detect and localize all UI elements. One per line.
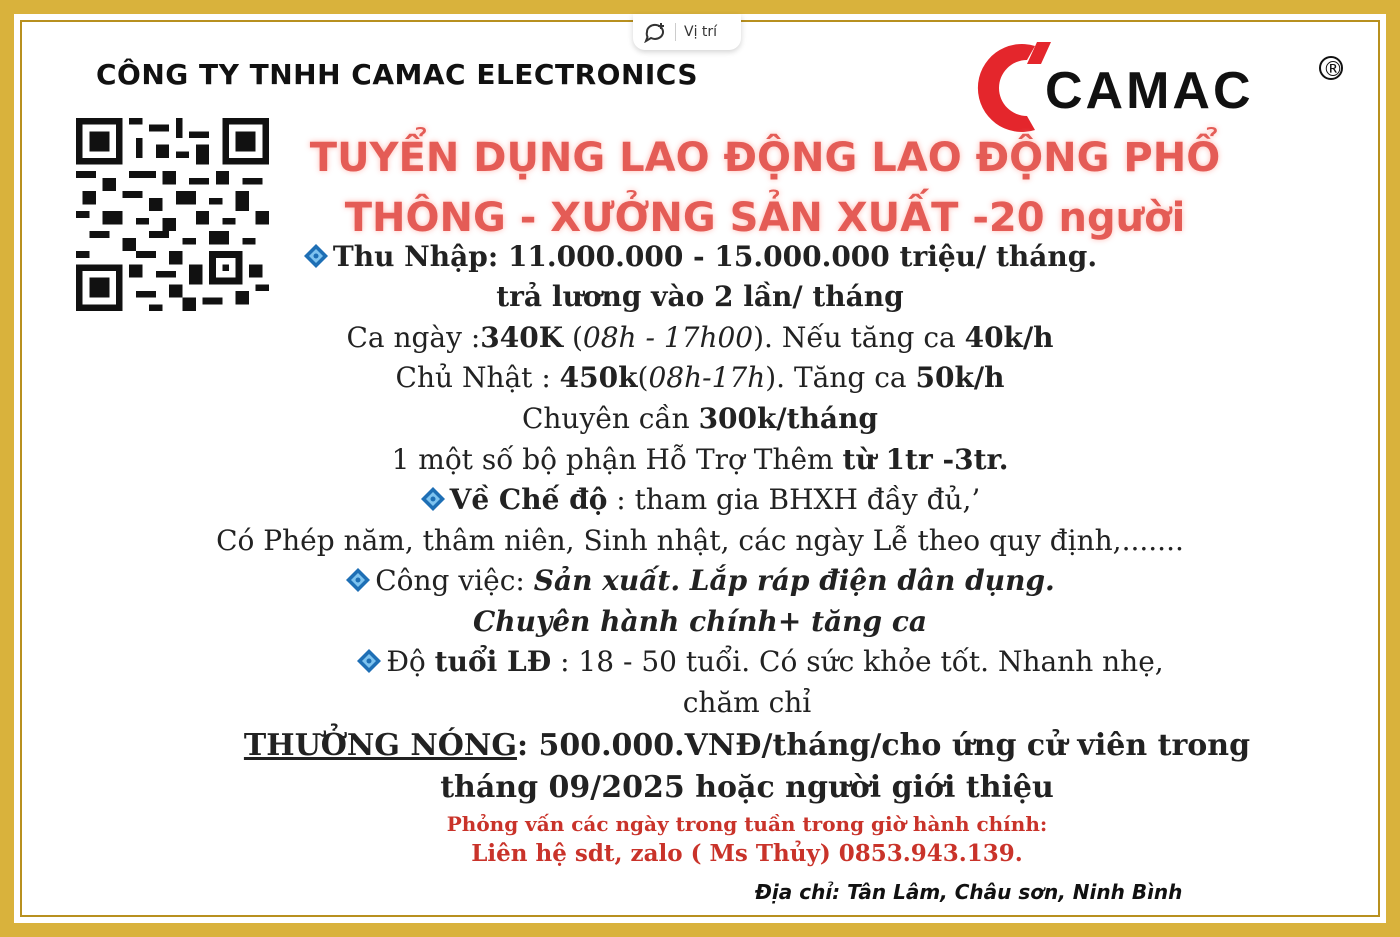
camac-logo <box>965 38 1350 138</box>
day-shift-c: ( <box>563 321 583 354</box>
diligence-label: Chuyên cần <box>521 402 699 435</box>
refresh-comment-icon[interactable] <box>643 21 667 43</box>
sunday-e: ). Tăng ca <box>765 361 916 394</box>
support-label: 1 một số bộ phận Hỗ Trợ Thêm <box>391 443 843 476</box>
interview-note: Phỏng vấn các ngày trong tuần trong giờ hành chính: <box>446 812 1048 836</box>
diamond-bullet-icon <box>303 243 329 269</box>
benefits-label: Về Chế độ <box>449 483 608 516</box>
income-value: : 11.000.000 - 15.000.000 triệu/ tháng. <box>487 240 1098 273</box>
job-label: Công việc: <box>375 564 534 597</box>
job-line <box>0 564 1400 597</box>
sunday-line <box>0 361 1400 394</box>
job-hours: Chuyên hành chính+ tăng ca <box>472 605 928 638</box>
bonus-line <box>0 728 1400 763</box>
bonus-value: : 500.000.VNĐ/tháng/cho ứng cử viên trong <box>516 728 1251 763</box>
sunday-c: ( <box>637 361 649 394</box>
location-button[interactable]: Vị trí <box>684 24 718 40</box>
title-line-2: THÔNG - XƯỞNG SẢN XUẤT -20 người <box>344 195 1186 241</box>
job-title <box>290 128 1240 248</box>
support-value: từ 1tr -3tr. <box>842 443 1009 476</box>
contact-info: Liên hệ sdt, zalo ( Ms Thủy) 0853.943.139. <box>471 840 1023 867</box>
bonus-more: tháng 09/2025 hoặc người giới thiệu <box>440 770 1054 805</box>
registered-mark: ® <box>1323 57 1343 81</box>
title-line-1: TUYỂN DỤNG LAO ĐỘNG LAO ĐỘNG PHỔ <box>309 135 1221 181</box>
company-name: CÔNG TY TNHH CAMAC ELECTRONICS <box>96 58 699 91</box>
diamond-bullet-icon <box>345 567 371 593</box>
support-line <box>0 443 1400 476</box>
sunday-overtime: 50k/h <box>915 361 1005 394</box>
diligence-value: 300k/tháng <box>698 402 879 435</box>
address: Địa chỉ: Tân Lâm, Châu sơn, Ninh Bình <box>755 880 1183 904</box>
pay-schedule: trả lương vào 2 lần/ tháng <box>496 280 904 313</box>
diamond-bullet-icon <box>420 486 446 512</box>
bonus-label: THƯỞNG NÓNG <box>243 728 517 763</box>
age-value: : 18 - 50 tuổi. Có sức khỏe tốt. Nhanh nhẹ, <box>551 645 1164 678</box>
age-label-b: tuổi LĐ <box>434 645 552 678</box>
benefits-value: : tham gia BHXH đầy đủ,’ <box>607 483 981 516</box>
floating-toolbar <box>633 14 741 50</box>
benefits-line <box>0 483 1400 516</box>
day-shift-e: ). Nếu tăng ca <box>753 321 965 354</box>
job-value: Sản xuất. Lắp ráp điện dân dụng. <box>533 564 1055 597</box>
income-label: Thu Nhập <box>332 240 488 273</box>
sunday-hours: 08h-17h <box>648 361 766 394</box>
benefits-more: Có Phép năm, thâm niên, Sinh nhật, các ngày Lễ theo quy định,....... <box>216 524 1184 557</box>
day-shift-a: Ca ngày : <box>346 321 481 354</box>
sunday-rate: 450k <box>559 361 638 394</box>
day-shift-rate: 340K <box>480 321 564 354</box>
day-shift-overtime: 40k/h <box>964 321 1054 354</box>
age-label-a: Độ <box>386 645 435 678</box>
toolbar-separator <box>675 23 676 41</box>
diamond-bullet-icon <box>356 648 382 674</box>
sunday-a: Chủ Nhật : <box>395 361 560 394</box>
age-more: chăm chỉ <box>682 686 812 719</box>
day-shift-hours: 08h - 17h00 <box>582 321 754 354</box>
age-line <box>0 645 1400 678</box>
day-shift-line <box>0 321 1400 354</box>
income-line <box>0 240 1400 273</box>
diligence-line <box>0 402 1400 435</box>
logo-text: CAMAC <box>1045 62 1254 120</box>
